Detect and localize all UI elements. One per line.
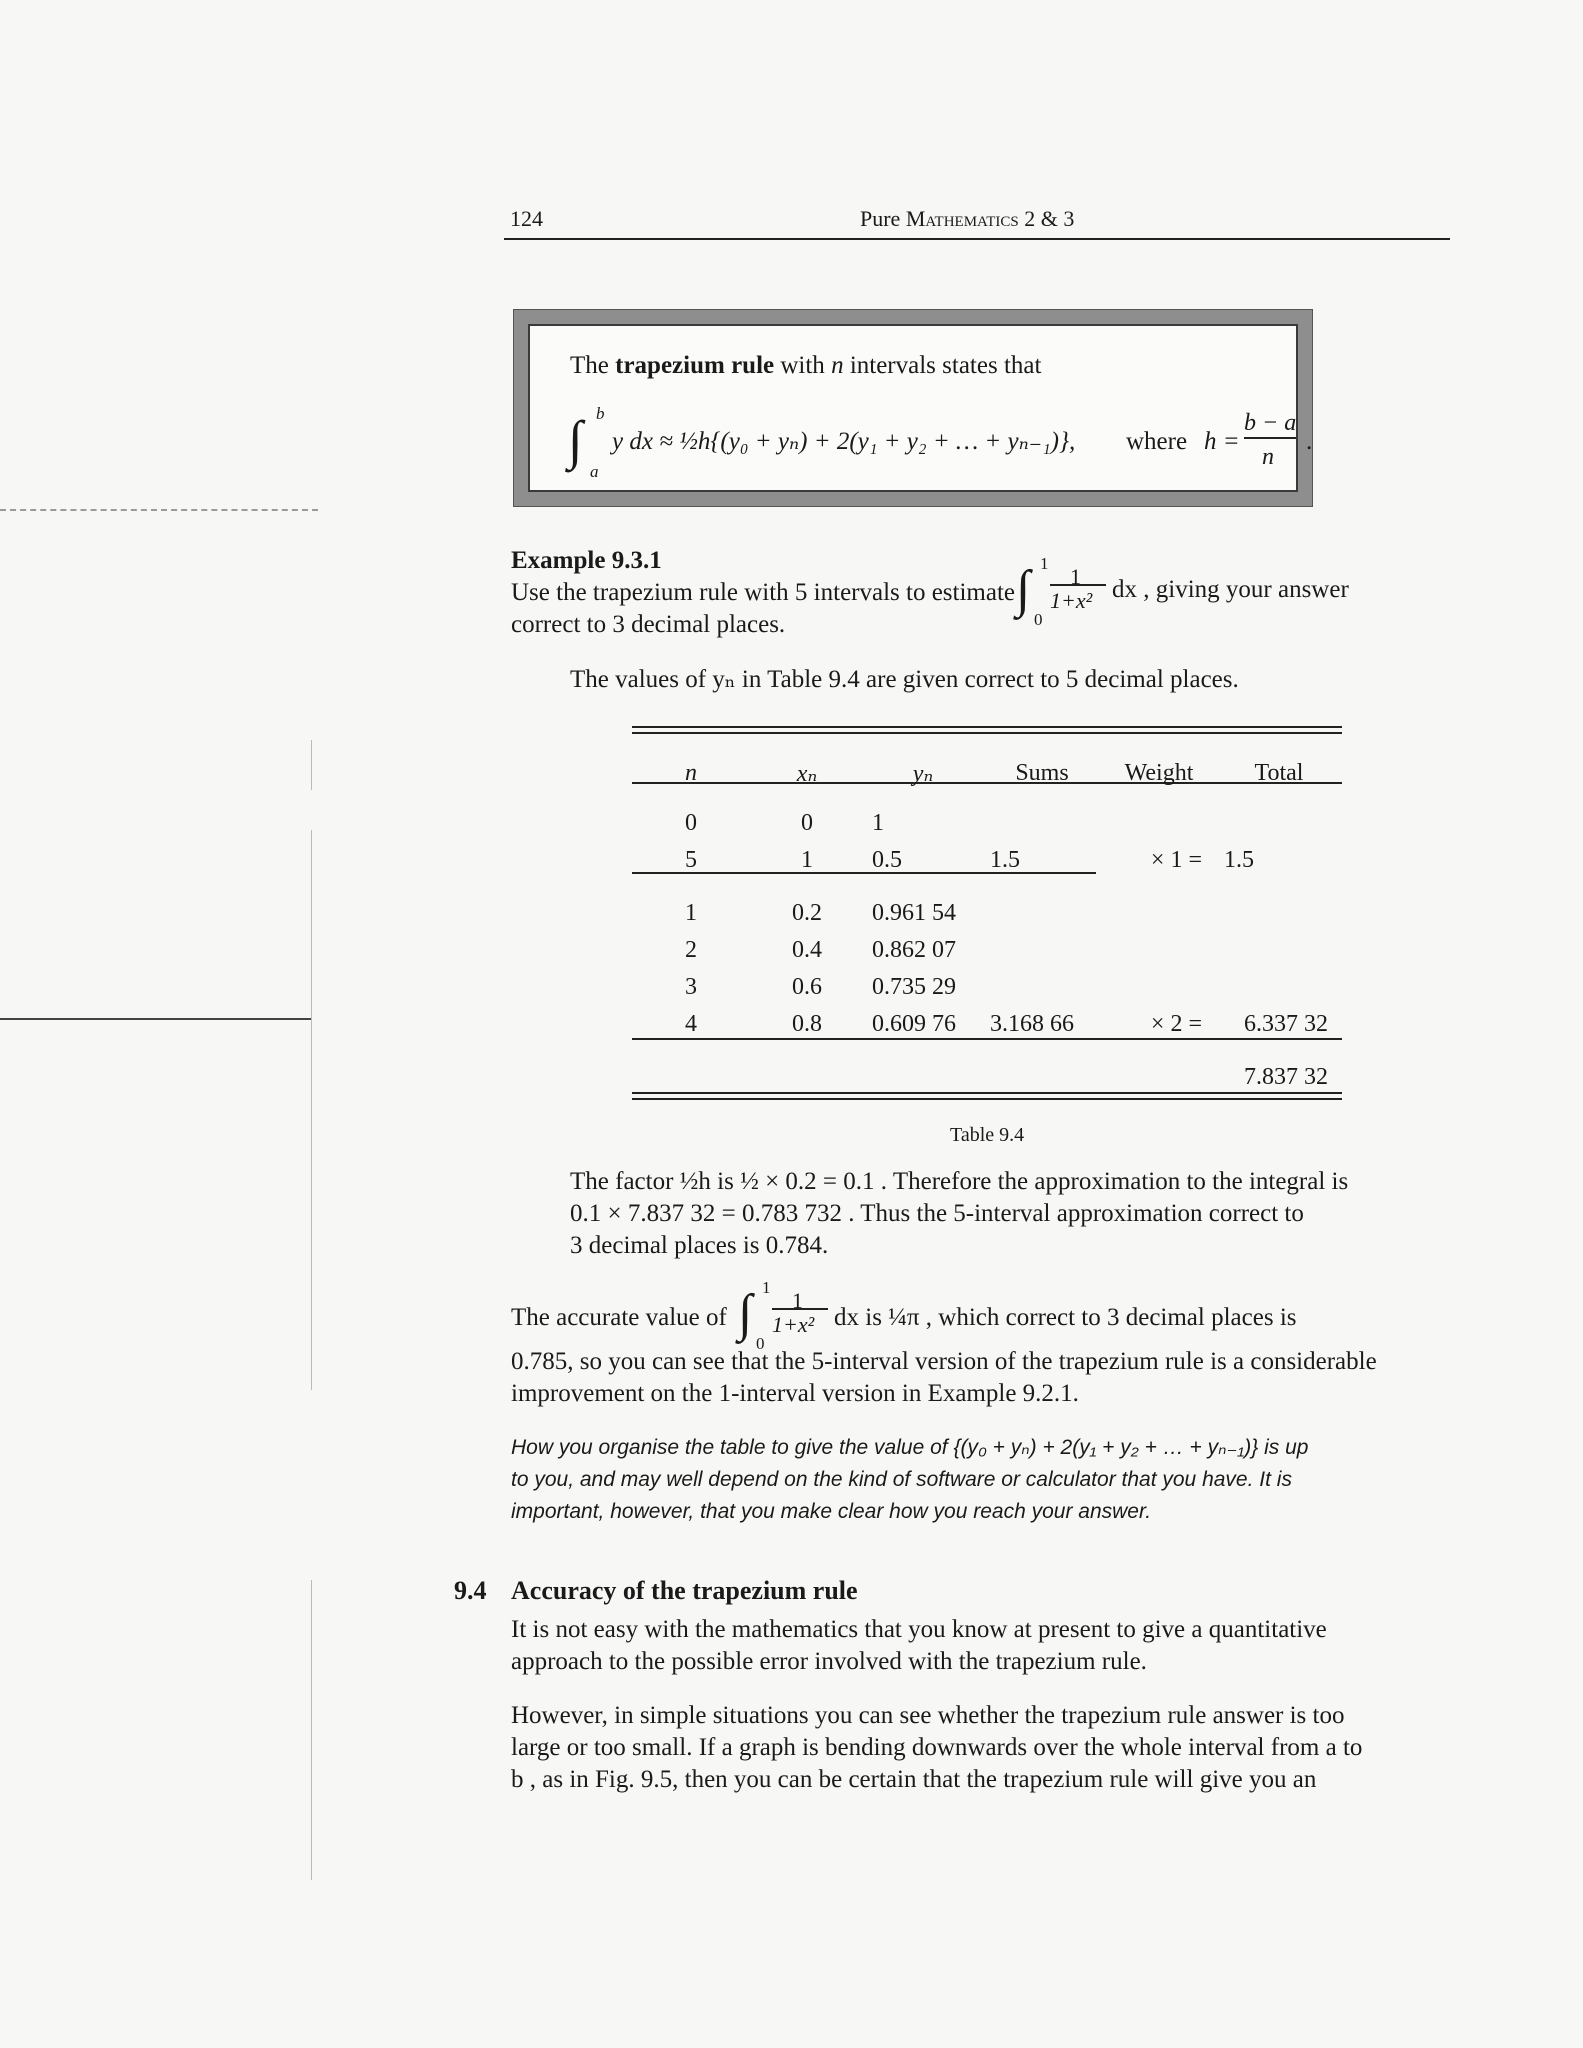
integral-sign: ∫: [1016, 561, 1031, 618]
section-title: Accuracy of the trapezium rule: [511, 1576, 858, 1605]
accurate-integral: ∫ 1 0 1 1+x² dx is ¼π , which correct to 3 decimal places is: [738, 1278, 1297, 1353]
page-number: 124: [510, 206, 543, 231]
example-line1: Use the trapezium rule with 5 intervals to estimate: [511, 579, 1016, 606]
section-p2-line1: However, in simple situations you can see whether the trapezium rule answer is too: [511, 1702, 1345, 1729]
integral-sign: ∫: [738, 1285, 753, 1342]
factor-line2: 0.1 × 7.837 32 = 0.783 732 . Thus the 5-interval approximation correct to: [570, 1200, 1304, 1227]
rule-intro: The trapezium rule with n intervals states that: [570, 352, 1042, 379]
accurate-line3: improvement on the 1-interval version in Example 9.2.1.: [511, 1380, 1079, 1407]
factor-line3: 3 decimal places is 0.784.: [570, 1232, 829, 1259]
section-p2-line2: large or too small. If a graph is bending downwards over the whole interval from a to: [511, 1734, 1363, 1761]
margin-rule-line: [0, 1018, 312, 1020]
table-row: 1 0.2 0.961 54: [685, 900, 956, 926]
example-title: Example 9.3.1: [511, 547, 662, 574]
accurate-line2: 0.785, so you can see that the 5-interval version of the trapezium rule is a considerable: [511, 1348, 1377, 1375]
running-header: Pure Mathematics 2 & 3: [860, 206, 1075, 231]
section-p1-line2: approach to the possible error involved with the trapezium rule.: [511, 1648, 1147, 1675]
example-integral: ∫ 1 0 1 1+x² dx , giving your answer: [1016, 554, 1349, 629]
table-row: 0 0 1: [685, 810, 884, 836]
trapezium-rule-box: [514, 310, 1312, 506]
section-p1-line1: It is not easy with the mathematics that you know at present to give a quantitative: [511, 1616, 1327, 1643]
table-caption: Table 9.4: [950, 1124, 1025, 1146]
table-total-row: 7.837 32: [1244, 1064, 1328, 1090]
factor-line1: The factor ½h is ½ × 0.2 = 0.1 . Therefore the approximation to the integral is: [570, 1168, 1349, 1195]
rule-formula: ∫ b a y dx ≈ ½h{(y₀ + yₙ) + 2(y₁ + y₂ + … + yₙ₋₁)}, where h = b − a n .: [568, 404, 1313, 481]
values-note: The values of yₙ in Table 9.4 are given correct to 5 decimal places.: [570, 666, 1239, 693]
note-line2: to you, and may well depend on the kind of software or calculator that you have. It is: [511, 1468, 1292, 1491]
header-rule: [504, 238, 1450, 240]
table-row: 2 0.4 0.862 07: [685, 937, 956, 963]
table-row: 4 0.8 0.609 76 3.168 66 × 2 = 6.337 32: [685, 1011, 1328, 1037]
example-line2: correct to 3 decimal places.: [511, 611, 786, 638]
margin-mark: [311, 830, 312, 1390]
margin-mark: [311, 740, 312, 790]
section-number: 9.4: [454, 1576, 487, 1605]
note-line1: How you organise the table to give the value of {(y₀ + yₙ) + 2(y₁ + y₂ + … + yₙ₋₁)} is up: [511, 1436, 1309, 1459]
table-top-rule: [632, 726, 1342, 734]
margin-dashed-line: [0, 509, 318, 511]
integral-sign: ∫: [568, 410, 583, 470]
table-header-row: n xₙ yₙ Sums Weight Total: [685, 759, 1304, 787]
note-line3: important, however, that you make clear how you reach your answer.: [511, 1500, 1152, 1523]
margin-mark: [311, 1580, 312, 1880]
trapezium-table: [632, 753, 1342, 1096]
accurate-pre: The accurate value of: [511, 1304, 727, 1331]
section-p2-line3: b , as in Fig. 9.5, then you can be certain that the trapezium rule will give you an: [511, 1766, 1317, 1793]
table-row: 5 1 0.5 1.5 × 1 = 1.5: [685, 847, 1254, 873]
table-row: 3 0.6 0.735 29: [685, 974, 956, 1000]
